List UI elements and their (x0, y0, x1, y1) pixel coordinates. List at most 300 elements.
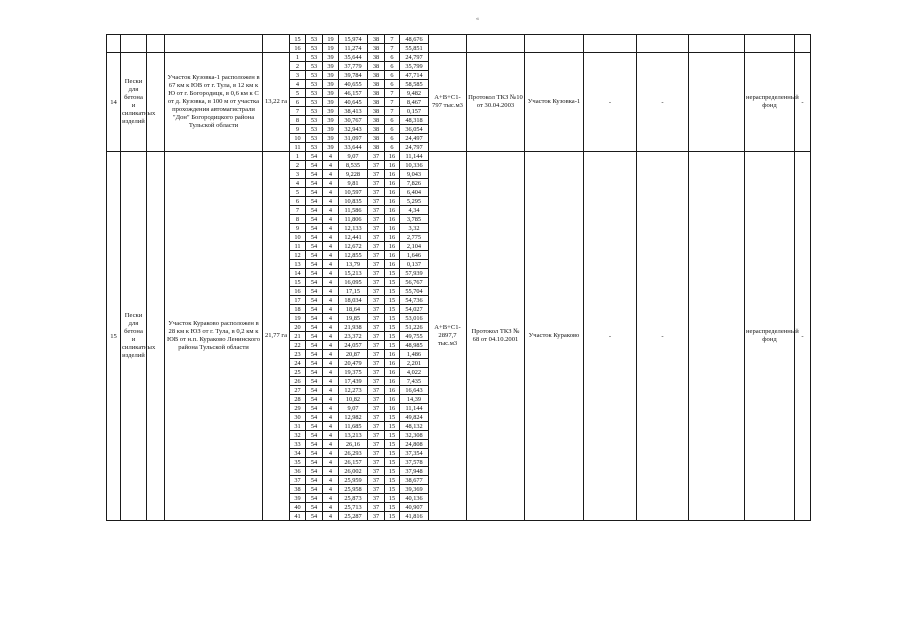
coord-lat-deg: 53 (306, 71, 323, 80)
coord-lat-min: 4 (323, 368, 339, 377)
coord-lon-sec: 5,295 (400, 197, 429, 206)
coord-point-number: 11 (290, 143, 306, 152)
coord-lat-sec: 20,479 (339, 359, 368, 368)
coord-lat-deg: 54 (306, 512, 323, 521)
coord-lon-deg: 37 (368, 503, 385, 512)
continued-cell (467, 35, 525, 53)
coord-lon-min: 15 (385, 449, 400, 458)
coord-lon-deg: 37 (368, 161, 385, 170)
coord-lon-deg: 37 (368, 494, 385, 503)
coord-lat-deg: 54 (306, 197, 323, 206)
coord-lon-sec: 37,948 (400, 467, 429, 476)
coord-lat-sec: 12,855 (339, 251, 368, 260)
continued-cell (795, 35, 811, 53)
coord-point-number: 7 (290, 107, 306, 116)
coord-lon-deg: 38 (368, 44, 385, 53)
coord-lat-sec: 39,784 (339, 71, 368, 80)
coord-point-number: 8 (290, 215, 306, 224)
coord-lon-sec: 49,755 (400, 332, 429, 341)
coord-lon-min: 15 (385, 422, 400, 431)
coord-lon-deg: 38 (368, 89, 385, 98)
coord-lat-min: 4 (323, 332, 339, 341)
coord-lon-deg: 38 (368, 71, 385, 80)
coord-lat-min: 4 (323, 188, 339, 197)
coord-lon-sec: 0,137 (400, 260, 429, 269)
coord-lon-min: 15 (385, 512, 400, 521)
coord-lon-deg: 37 (368, 170, 385, 179)
coord-lat-deg: 54 (306, 440, 323, 449)
coord-lat-min: 4 (323, 314, 339, 323)
coord-lat-min: 19 (323, 35, 339, 44)
coord-lat-deg: 54 (306, 341, 323, 350)
coord-lon-sec: 48,318 (400, 116, 429, 125)
coord-point-number: 7 (290, 206, 306, 215)
fund-cell: нераспределенный фонд (745, 152, 795, 521)
coord-lon-min: 15 (385, 440, 400, 449)
coord-lat-sec: 30,767 (339, 116, 368, 125)
coord-lat-min: 4 (323, 152, 339, 161)
coord-lat-sec: 13,79 (339, 260, 368, 269)
coord-lon-sec: 37,354 (400, 449, 429, 458)
coord-lon-min: 6 (385, 125, 400, 134)
coord-lat-min: 4 (323, 395, 339, 404)
coord-lat-min: 4 (323, 386, 339, 395)
coord-lat-min: 4 (323, 341, 339, 350)
coord-point-number: 35 (290, 458, 306, 467)
continued-cell (107, 35, 121, 53)
coord-lat-sec: 17,15 (339, 287, 368, 296)
coord-lon-min: 16 (385, 224, 400, 233)
coord-lon-deg: 37 (368, 512, 385, 521)
coord-lon-min: 16 (385, 233, 400, 242)
coord-lat-deg: 54 (306, 332, 323, 341)
coord-lon-deg: 37 (368, 404, 385, 413)
coord-lon-sec: 48,676 (400, 35, 429, 44)
coord-lon-deg: 37 (368, 359, 385, 368)
coord-lat-sec: 12,441 (339, 233, 368, 242)
coord-lat-deg: 53 (306, 62, 323, 71)
coord-lat-deg: 53 (306, 44, 323, 53)
coord-lat-min: 4 (323, 215, 339, 224)
coord-lat-min: 4 (323, 206, 339, 215)
coord-lat-sec: 15,213 (339, 269, 368, 278)
coord-lat-sec: 26,16 (339, 440, 368, 449)
coord-lat-sec: 18,64 (339, 305, 368, 314)
coord-lat-deg: 54 (306, 233, 323, 242)
page-mark: « (476, 16, 479, 22)
coord-lon-sec: 24,808 (400, 440, 429, 449)
coord-lat-deg: 54 (306, 215, 323, 224)
coord-lat-min: 4 (323, 350, 339, 359)
coord-point-number: 4 (290, 179, 306, 188)
coord-point-number: 5 (290, 89, 306, 98)
coord-lon-deg: 37 (368, 386, 385, 395)
coord-lon-min: 7 (385, 44, 400, 53)
coord-lat-deg: 54 (306, 260, 323, 269)
coord-lon-deg: 37 (368, 188, 385, 197)
coord-lon-deg: 37 (368, 476, 385, 485)
coord-lat-deg: 54 (306, 386, 323, 395)
coord-lat-deg: 53 (306, 80, 323, 89)
coord-lon-sec: 48,985 (400, 341, 429, 350)
coord-lat-deg: 54 (306, 269, 323, 278)
continued-cell (637, 35, 689, 53)
dash-cell: - (795, 152, 811, 521)
coord-lon-deg: 37 (368, 422, 385, 431)
coord-lat-sec: 9,228 (339, 170, 368, 179)
coord-lon-min: 16 (385, 170, 400, 179)
row-number: 15 (107, 152, 121, 521)
empty-cell (689, 53, 745, 152)
coord-lat-min: 4 (323, 467, 339, 476)
coord-lat-sec: 26,002 (339, 467, 368, 476)
coord-lat-deg: 54 (306, 449, 323, 458)
coord-lat-min: 4 (323, 224, 339, 233)
coord-lat-deg: 53 (306, 116, 323, 125)
coord-lat-sec: 11,806 (339, 215, 368, 224)
coord-lon-sec: 48,132 (400, 422, 429, 431)
coord-lat-sec: 25,873 (339, 494, 368, 503)
coord-lon-min: 15 (385, 494, 400, 503)
coord-lon-sec: 10,336 (400, 161, 429, 170)
coord-lon-min: 6 (385, 116, 400, 125)
coord-lat-sec: 35,644 (339, 53, 368, 62)
coord-lon-min: 16 (385, 161, 400, 170)
coord-lon-deg: 37 (368, 458, 385, 467)
coord-lat-min: 4 (323, 269, 339, 278)
coord-lon-min: 16 (385, 188, 400, 197)
coord-lat-min: 39 (323, 98, 339, 107)
coord-lat-sec: 17,439 (339, 377, 368, 386)
coord-lat-min: 39 (323, 80, 339, 89)
coord-lat-sec: 10,597 (339, 188, 368, 197)
coord-lon-sec: 39,369 (400, 485, 429, 494)
coord-point-number: 8 (290, 116, 306, 125)
coord-lat-sec: 9,07 (339, 152, 368, 161)
coord-lon-sec: 38,677 (400, 476, 429, 485)
coord-lon-sec: 55,851 (400, 44, 429, 53)
deposits-table (106, 34, 811, 521)
coord-lat-deg: 54 (306, 251, 323, 260)
coord-lat-min: 4 (323, 512, 339, 521)
coord-lat-deg: 53 (306, 143, 323, 152)
coord-lat-sec: 12,672 (339, 242, 368, 251)
table-row (107, 53, 811, 62)
coord-lat-sec: 10,835 (339, 197, 368, 206)
coord-lon-min: 15 (385, 458, 400, 467)
coord-lon-sec: 16,643 (400, 386, 429, 395)
coord-lon-deg: 37 (368, 350, 385, 359)
coord-lat-min: 4 (323, 503, 339, 512)
coord-lat-deg: 54 (306, 323, 323, 332)
coord-lon-min: 16 (385, 359, 400, 368)
coord-lon-deg: 37 (368, 179, 385, 188)
continued-cell (121, 35, 147, 53)
location-cell: Участок Кураково расположен в 28 км к ЮЗ от г. Тула, в 0,2 км к ЮВ от н.п. Кураково Ленинского района Тульской области (165, 152, 263, 521)
coord-lon-deg: 38 (368, 98, 385, 107)
coord-lon-sec: 36,054 (400, 125, 429, 134)
coord-lon-deg: 37 (368, 377, 385, 386)
coord-lon-deg: 37 (368, 242, 385, 251)
coord-lat-deg: 53 (306, 35, 323, 44)
table-row (107, 35, 811, 44)
coord-point-number: 36 (290, 467, 306, 476)
coord-lon-sec: 4,34 (400, 206, 429, 215)
coord-lon-sec: 3,785 (400, 215, 429, 224)
coord-lat-sec: 8,535 (339, 161, 368, 170)
coord-lon-min: 15 (385, 503, 400, 512)
coord-point-number: 32 (290, 431, 306, 440)
continued-cell (584, 35, 637, 53)
coord-lat-min: 4 (323, 422, 339, 431)
coord-lat-min: 39 (323, 71, 339, 80)
coord-lon-sec: 56,767 (400, 278, 429, 287)
coord-lon-sec: 7,435 (400, 377, 429, 386)
coord-lon-sec: 7,826 (400, 179, 429, 188)
coord-lat-min: 39 (323, 107, 339, 116)
coord-lon-min: 16 (385, 206, 400, 215)
coord-lon-min: 15 (385, 431, 400, 440)
coord-lon-min: 7 (385, 89, 400, 98)
coord-lon-sec: 11,144 (400, 152, 429, 161)
continued-cell (689, 35, 745, 53)
coord-lat-min: 4 (323, 179, 339, 188)
coord-lon-sec: 51,226 (400, 323, 429, 332)
coord-lon-deg: 37 (368, 413, 385, 422)
coord-lat-sec: 33,644 (339, 143, 368, 152)
coord-lat-deg: 54 (306, 422, 323, 431)
coord-point-number: 28 (290, 395, 306, 404)
coord-lon-sec: 54,736 (400, 296, 429, 305)
coord-lon-sec: 40,136 (400, 494, 429, 503)
coord-lat-sec: 25,713 (339, 503, 368, 512)
site-cell: Участок Кураково (525, 152, 584, 521)
coord-lat-deg: 54 (306, 350, 323, 359)
continued-cell (745, 35, 795, 53)
coord-lat-deg: 53 (306, 125, 323, 134)
coord-lat-sec: 31,097 (339, 134, 368, 143)
coord-lat-min: 4 (323, 404, 339, 413)
coord-lat-deg: 54 (306, 395, 323, 404)
coord-lon-sec: 1,646 (400, 251, 429, 260)
coord-lat-min: 4 (323, 476, 339, 485)
coord-lon-deg: 38 (368, 62, 385, 71)
continued-cell (147, 35, 165, 53)
coord-point-number: 10 (290, 233, 306, 242)
coord-lat-deg: 54 (306, 431, 323, 440)
coord-lat-min: 4 (323, 197, 339, 206)
coord-point-number: 6 (290, 98, 306, 107)
coord-lon-min: 16 (385, 395, 400, 404)
coord-point-number: 2 (290, 62, 306, 71)
continued-cell (429, 35, 467, 53)
coord-lon-min: 15 (385, 296, 400, 305)
coord-lat-deg: 54 (306, 485, 323, 494)
coord-point-number: 27 (290, 386, 306, 395)
coord-point-number: 16 (290, 287, 306, 296)
coord-lon-sec: 2,104 (400, 242, 429, 251)
coord-lat-deg: 54 (306, 278, 323, 287)
coord-point-number: 26 (290, 377, 306, 386)
coord-lon-deg: 37 (368, 260, 385, 269)
coord-lat-min: 4 (323, 359, 339, 368)
coord-point-number: 37 (290, 476, 306, 485)
coord-lon-sec: 54,027 (400, 305, 429, 314)
coord-point-number: 34 (290, 449, 306, 458)
continued-area-cell (263, 35, 290, 53)
coord-point-number: 1 (290, 53, 306, 62)
dash-cell: - (584, 152, 637, 521)
coord-lon-sec: 24,497 (400, 134, 429, 143)
coord-lat-deg: 54 (306, 476, 323, 485)
coord-lon-min: 16 (385, 350, 400, 359)
coord-lat-min: 39 (323, 116, 339, 125)
coord-point-number: 11 (290, 242, 306, 251)
coord-point-number: 41 (290, 512, 306, 521)
coord-point-number: 16 (290, 44, 306, 53)
coord-lat-deg: 54 (306, 368, 323, 377)
coord-lon-sec: 55,704 (400, 287, 429, 296)
coord-lat-min: 4 (323, 377, 339, 386)
coord-point-number: 20 (290, 323, 306, 332)
coord-point-number: 21 (290, 332, 306, 341)
coord-lon-min: 6 (385, 62, 400, 71)
coord-lon-sec: 3,32 (400, 224, 429, 233)
coord-lon-min: 6 (385, 80, 400, 89)
coord-lon-min: 15 (385, 305, 400, 314)
coord-lat-sec: 38,413 (339, 107, 368, 116)
coord-lat-sec: 46,157 (339, 89, 368, 98)
coord-point-number: 13 (290, 260, 306, 269)
coord-lat-min: 4 (323, 161, 339, 170)
coord-lon-min: 6 (385, 71, 400, 80)
protocol-cell: Протокол ТКЗ № 68 от 04.10.2001 (467, 152, 525, 521)
dash-cell: - (584, 53, 637, 152)
coord-lat-sec: 32,943 (339, 125, 368, 134)
coord-lat-sec: 11,685 (339, 422, 368, 431)
coord-lon-deg: 37 (368, 368, 385, 377)
coord-lon-sec: 0,157 (400, 107, 429, 116)
coord-lon-sec: 6,404 (400, 188, 429, 197)
coord-lon-sec: 8,467 (400, 98, 429, 107)
coord-lat-deg: 54 (306, 242, 323, 251)
coord-lat-min: 4 (323, 413, 339, 422)
coord-lon-min: 16 (385, 179, 400, 188)
coord-lon-deg: 38 (368, 116, 385, 125)
coord-lat-sec: 11,274 (339, 44, 368, 53)
coord-lat-sec: 16,095 (339, 278, 368, 287)
coord-point-number: 22 (290, 341, 306, 350)
coord-lon-min: 15 (385, 314, 400, 323)
coord-lon-sec: 11,144 (400, 404, 429, 413)
protocol-cell: Протокол ТКЗ №10 от 30.04.2003 (467, 53, 525, 152)
coord-lon-min: 15 (385, 278, 400, 287)
coord-lat-sec: 18,034 (339, 296, 368, 305)
coord-point-number: 18 (290, 305, 306, 314)
reserves-cell: А+В+С1- 2897,7 тыс.м3 (429, 152, 467, 521)
coord-lat-deg: 53 (306, 98, 323, 107)
coord-lon-deg: 37 (368, 305, 385, 314)
coord-lat-min: 4 (323, 305, 339, 314)
coord-lat-deg: 54 (306, 161, 323, 170)
coord-lon-min: 15 (385, 323, 400, 332)
coord-lon-min: 7 (385, 107, 400, 116)
coord-lon-min: 16 (385, 377, 400, 386)
material-cell: Пески для бетона и силикатных изделий (121, 53, 147, 152)
coord-lat-deg: 54 (306, 188, 323, 197)
coord-lon-deg: 37 (368, 395, 385, 404)
coord-lon-deg: 37 (368, 323, 385, 332)
coord-lon-deg: 37 (368, 431, 385, 440)
coord-lon-deg: 37 (368, 233, 385, 242)
coord-lon-deg: 38 (368, 143, 385, 152)
coord-lon-deg: 37 (368, 224, 385, 233)
coord-lon-min: 15 (385, 485, 400, 494)
coord-lon-sec: 57,939 (400, 269, 429, 278)
coord-lon-deg: 37 (368, 467, 385, 476)
coord-lat-sec: 40,655 (339, 80, 368, 89)
coord-lat-sec: 11,586 (339, 206, 368, 215)
coord-lon-sec: 58,585 (400, 80, 429, 89)
coord-lon-min: 16 (385, 368, 400, 377)
coord-point-number: 1 (290, 152, 306, 161)
dash-cell: - (795, 53, 811, 152)
coord-lon-min: 15 (385, 476, 400, 485)
coord-lat-sec: 19,85 (339, 314, 368, 323)
coord-lon-deg: 37 (368, 269, 385, 278)
coord-lon-deg: 37 (368, 485, 385, 494)
coord-point-number: 39 (290, 494, 306, 503)
coord-point-number: 15 (290, 278, 306, 287)
coord-lat-min: 39 (323, 143, 339, 152)
coord-lon-sec: 1,486 (400, 350, 429, 359)
row-number: 14 (107, 53, 121, 152)
coord-lat-sec: 24,057 (339, 341, 368, 350)
coord-point-number: 6 (290, 197, 306, 206)
coord-lat-deg: 53 (306, 107, 323, 116)
coord-lon-deg: 37 (368, 206, 385, 215)
coord-point-number: 17 (290, 296, 306, 305)
coord-lat-sec: 10,82 (339, 395, 368, 404)
coord-lat-min: 4 (323, 323, 339, 332)
coord-lat-deg: 54 (306, 359, 323, 368)
coord-lat-min: 4 (323, 449, 339, 458)
coord-lon-min: 15 (385, 341, 400, 350)
coord-lon-deg: 37 (368, 341, 385, 350)
coord-lat-deg: 54 (306, 224, 323, 233)
coord-point-number: 9 (290, 125, 306, 134)
coord-lon-min: 16 (385, 242, 400, 251)
coord-lat-min: 4 (323, 485, 339, 494)
coord-lon-deg: 37 (368, 278, 385, 287)
coord-lon-min: 16 (385, 386, 400, 395)
coord-lat-sec: 12,133 (339, 224, 368, 233)
coord-lon-min: 15 (385, 269, 400, 278)
coord-point-number: 29 (290, 404, 306, 413)
coord-lon-sec: 35,799 (400, 62, 429, 71)
fund-cell: нераспределенный фонд (745, 53, 795, 152)
coord-point-number: 38 (290, 485, 306, 494)
coord-lat-min: 4 (323, 431, 339, 440)
coord-lon-deg: 37 (368, 287, 385, 296)
coord-lon-deg: 37 (368, 197, 385, 206)
coord-lat-min: 39 (323, 125, 339, 134)
empty-cell (147, 152, 165, 521)
coord-lat-min: 4 (323, 494, 339, 503)
coord-lon-sec: 41,816 (400, 512, 429, 521)
coord-point-number: 40 (290, 503, 306, 512)
coord-lat-sec: 15,974 (339, 35, 368, 44)
